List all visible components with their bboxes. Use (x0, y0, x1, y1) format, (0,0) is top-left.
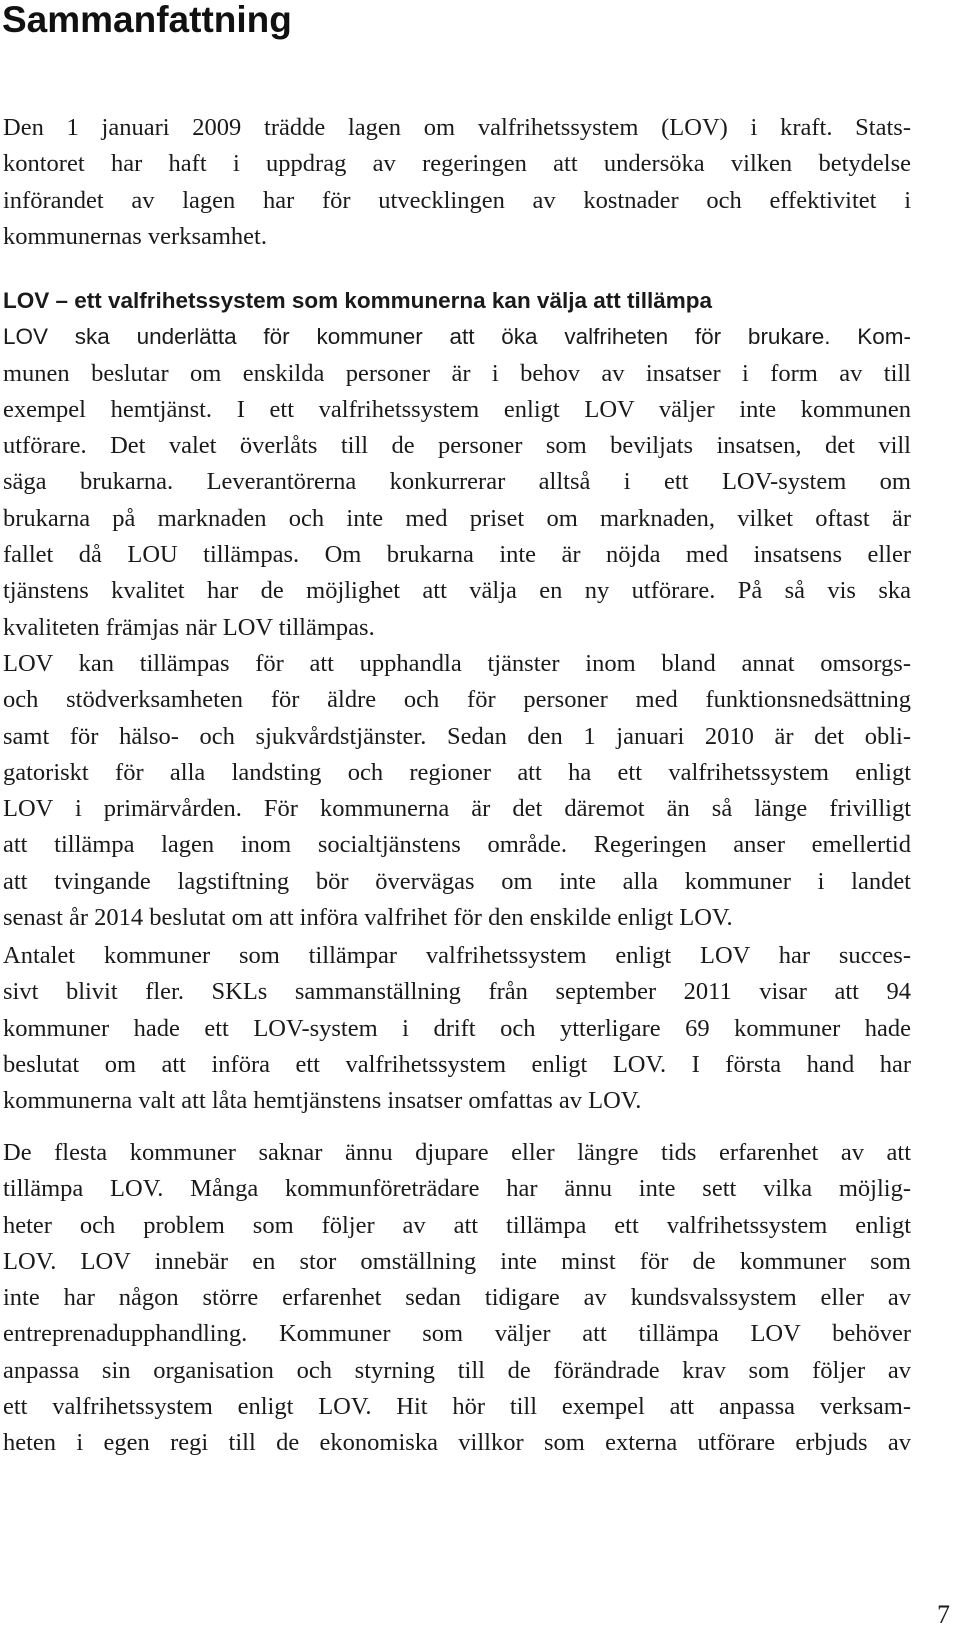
text-line: kontoret har haft i uppdrag av regeringen att undersöka vilken betydelse (3, 150, 911, 178)
text-line: att tvingande lagstiftning bör övervägas om inte alla kommuner i landet (3, 867, 911, 895)
paragraph-lov-section (3, 283, 911, 646)
text-line: De flesta kommuner saknar ännu djupare eller längre tids erfarenhet av att (3, 1139, 911, 1166)
text-line: kommunernas verksamhet. (3, 222, 267, 250)
paragraph-adoption (3, 938, 911, 1119)
text-line: tjänstens kvalitet har de möjlighet att välja en ny utförare. På så vis ska (3, 577, 911, 605)
text-line: LOV kan tillämpas för att upphandla tjänster inom bland annat omsorgs- (3, 650, 911, 677)
text-line: LOV. LOV innebär en stor omställning inte minst för de kommuner som (3, 1247, 911, 1275)
text-line: entreprenadupphandling. Kommuner som väljer att tillämpa LOV behöver (3, 1320, 911, 1348)
text-line: och stödverksamheten för äldre och för personer med funktionsnedsättning (3, 686, 911, 714)
text-line: exempel hemtjänst. I ett valfrihetssystem enligt LOV väljer inte kommunen (3, 395, 911, 423)
text-line: heter och problem som följer av att tillämpa ett valfrihetssystem enligt (3, 1211, 911, 1239)
text-line: att tillämpa lagen inom socialtjänstens område. Regeringen anser emellertid (3, 831, 911, 859)
section-heading: LOV – ett valfrihetssystem som kommunerna kan välja att tillämpa (3, 288, 713, 313)
text-line: Antalet kommuner som tillämpar valfrihetssystem enligt LOV har succes- (3, 942, 911, 969)
text-line: brukarna på marknaden och inte med priset om marknaden, vilket oftast är (3, 504, 911, 532)
text-line: kommuner hade ett LOV-system i drift och ytterligare 69 kommuner hade (3, 1014, 911, 1042)
text-line: gatoriskt för alla landsting och regioner att ha ett valfrihetssystem enligt (3, 758, 911, 786)
paragraph-intro (3, 110, 911, 255)
text-line: Den 1 januari 2009 trädde lagen om valfrihetssystem (LOV) i kraft. Stats- (3, 114, 911, 141)
text-line: fallet då LOU tillämpas. Om brukarna inte är nöjda med insatsens eller (3, 541, 911, 569)
text-line: tillämpa LOV. Många kommunföreträdare har ännu inte sett vilka möjlig- (3, 1175, 911, 1203)
text-line: införandet av lagen har för utvecklingen av kostnader och effektivitet i (3, 186, 911, 214)
text-line: anpassa sin organisation och styrning till de förändrade krav som följer av (3, 1356, 911, 1384)
text-line: LOV i primärvården. För kommunerna är det däremot än så länge frivilligt (3, 795, 911, 823)
text-line: sivt blivit fler. SKLs sammanställning från september 2011 visar att 94 (3, 978, 911, 1006)
text-line: kvaliteten främjas när LOV tillämpas. (3, 613, 375, 641)
text-line: heten i egen regi till de ekonomiska villkor som externa utförare erbjuds av (3, 1429, 911, 1457)
page-number: 7 (937, 1600, 950, 1629)
paragraph-experience (3, 1135, 911, 1462)
text-line: LOV ska underlätta för kommuner att öka valfriheten för brukare. Kom- (3, 324, 911, 350)
page-title: Sammanfattning (2, 0, 292, 40)
text-line: samt för hälso- och sjukvårdstjänster. Sedan den 1 januari 2010 är det obli- (3, 722, 911, 750)
text-line: senast år 2014 beslutat om att införa valfrihet för den enskilde enligt LOV. (3, 904, 733, 932)
text-line: säga brukarna. Leverantörerna konkurrerar alltså i ett LOV-system om (3, 468, 911, 496)
paragraph-scope (3, 646, 911, 936)
text-line: kommunerna valt att låta hemtjänstens insatser omfattas av LOV. (3, 1087, 642, 1115)
text-line: inte har någon större erfarenhet sedan tidigare av kundsvalssystem eller av (3, 1284, 911, 1312)
text-line: ett valfrihetssystem enligt LOV. Hit hör till exempel att anpassa verksam- (3, 1393, 911, 1421)
text-line: munen beslutar om enskilda personer är i behov av insatser i form av till (3, 359, 911, 387)
text-line: utförare. Det valet överlåts till de personer som beviljats insatsen, det vill (3, 432, 911, 460)
text-line: beslutat om att införa ett valfrihetssystem enligt LOV. I första hand har (3, 1050, 911, 1078)
